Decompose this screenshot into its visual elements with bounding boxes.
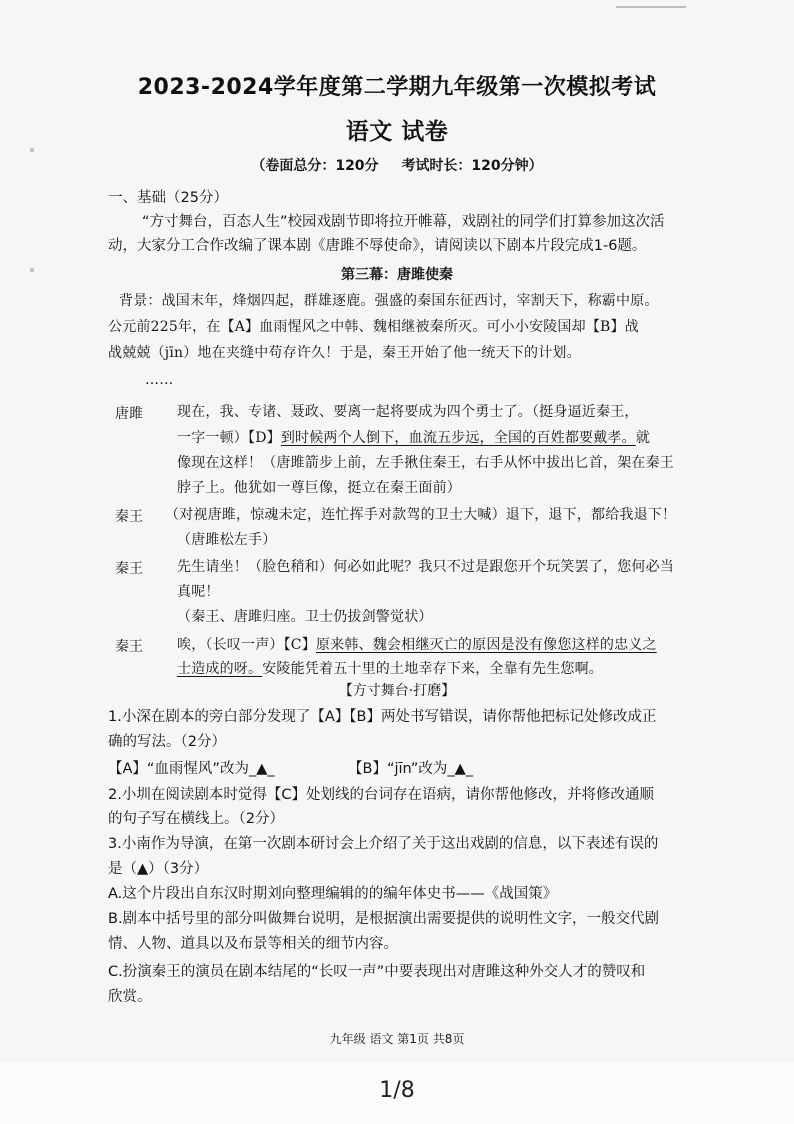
question-1: 1.小深在剧本的旁白部分发现了【A】【B】两处书写错误，请你帮他把标记处修改成正 — [108, 709, 657, 725]
stage-direction: （秦王、唐雎归座。卫士仍拔剑警觉状） — [177, 609, 433, 625]
dialogue-line — [177, 635, 657, 655]
question-3: 是（▲）（3分） — [108, 861, 209, 877]
ellipsis: …… — [145, 372, 174, 388]
background-text: 战兢兢（jīn）地在夹缝中苟存许久！于是，秦王开始了他一统天下的计划。 — [108, 345, 581, 361]
option-c: C.扮演秦王的演员在剧本结尾的“长叹一声”中要表现出对唐雎这种外交人才的赞叹和 — [108, 964, 646, 980]
option-b: B.剧本中括号里的部分叫做舞台说明，是根据演出需要提供的说明性文字，一般交代剧 — [108, 911, 660, 927]
speaker-label: 唐雎 — [115, 406, 143, 422]
questions-heading: 【方寸舞台·打磨】 — [338, 683, 456, 699]
underlined-sentence-c: 士造成的呀。 — [177, 661, 263, 677]
question-1-part-a: 【A】“血雨惺风”改为_▲_ — [108, 761, 275, 777]
dialogue-text: 一字一顿）【D】 — [177, 430, 281, 446]
question-1: 确的写法。（2分） — [108, 734, 226, 750]
dialogue-line: 真呢！ — [177, 584, 220, 600]
dialogue-text: 就 — [635, 430, 651, 446]
speaker-label: 秦王 — [115, 561, 143, 577]
scene-title: 第三幕：唐雎使秦 — [341, 267, 453, 283]
underlined-sentence-d: 到时候两个人倒下，血流五步远，全国的百姓都要戴孝。 — [280, 430, 636, 446]
background-text: 公元前225年，在【A】血雨惺风之中韩、魏相继被秦所灭。可小小安陵国却【B】战 — [108, 319, 639, 335]
scan-edge-dot — [30, 148, 34, 152]
dialogue-line: 像现在这样！（唐雎箭步上前，左手揪住秦王，右手从怀中拔出匕首，架在秦王 — [177, 455, 674, 471]
underlined-sentence-c: 原来韩、魏会相继灭亡的原因是没有像您这样的忠义之 — [315, 637, 657, 653]
stage-direction: （唐雎松左手） — [177, 532, 277, 548]
exam-duration: 考试时长：120分钟） — [401, 158, 543, 174]
dialogue-line: 现在，我、专诸、聂政、要离一起将要成为四个勇士了。（挺身逼近秦王， — [177, 404, 639, 420]
page-footer: 九年级 语文 第1页 共8页 — [329, 1032, 465, 1046]
dialogue-line: （对视唐雎，惊魂未定，连忙挥手对款驾的卫士大喊）退下，退下，都给我退下！ — [165, 507, 677, 523]
dialogue-text: 唉，（长叹一声）【C】 — [177, 637, 316, 653]
background-text: 背景：战国末年，烽烟四起，群雄逐鹿。强盛的秦国东征西讨，宰割天下，称霸中原。 — [119, 293, 659, 309]
dialogue-line — [177, 659, 603, 679]
dialogue-line: 先生请坐！（脸色稍和）何必如此呢？我只不过是跟您开个玩笑罢了，您何必当 — [177, 559, 674, 575]
dialogue-line: 脖子上。他犹如一尊巨像，挺立在秦王面前） — [177, 480, 461, 496]
intro-text: 动，大家分工合作改编了课本剧《唐雎不辱使命》，请阅读以下剧本片段完成1-6题。 — [108, 238, 647, 254]
question-3: 3.小南作为导演，在第一次剧本研讨会上介绍了关于这出戏剧的信息，以下表述有误的 — [108, 836, 659, 852]
question-2: 2.小圳在阅读剧本时觉得【C】处划线的台词存在语病，请你帮他修改，并将修改通顺 — [108, 787, 654, 803]
speaker-label: 秦王 — [115, 509, 143, 525]
exam-info — [0, 155, 794, 175]
exam-subtitle: 语文 试卷 — [345, 119, 449, 145]
viewer-page-indicator: 1/8 — [379, 1078, 415, 1103]
section-heading: 一、基础（25分） — [108, 190, 228, 206]
total-score: （卷面总分：120分 — [251, 158, 379, 174]
speaker-label: 秦王 — [115, 639, 143, 655]
option-a: A.这个片段出自东汉时期刘向整理编辑的的编年体史书——《战国策》 — [108, 886, 558, 902]
dialogue-line — [177, 428, 650, 448]
intro-text: “方寸舞台，百态人生”校园戏剧节即将拉开帷幕，戏剧社的同学们打算参加这次活 — [142, 214, 665, 230]
option-c: 欣赏。 — [108, 989, 152, 1005]
option-b: 情、人物、道具以及布景等相关的细节内容。 — [108, 936, 398, 952]
exam-title: 2023-2024学年度第二学期九年级第一次模拟考试 — [137, 75, 657, 100]
dialogue-text: 安陵能凭着五十里的土地幸存下来，全靠有先生您啊。 — [262, 661, 604, 677]
question-2: 的句子写在横线上。（2分） — [108, 811, 284, 827]
question-1-part-b: 【B】“jīn”改为_▲_ — [348, 761, 474, 777]
scan-corner-mark — [616, 0, 686, 8]
